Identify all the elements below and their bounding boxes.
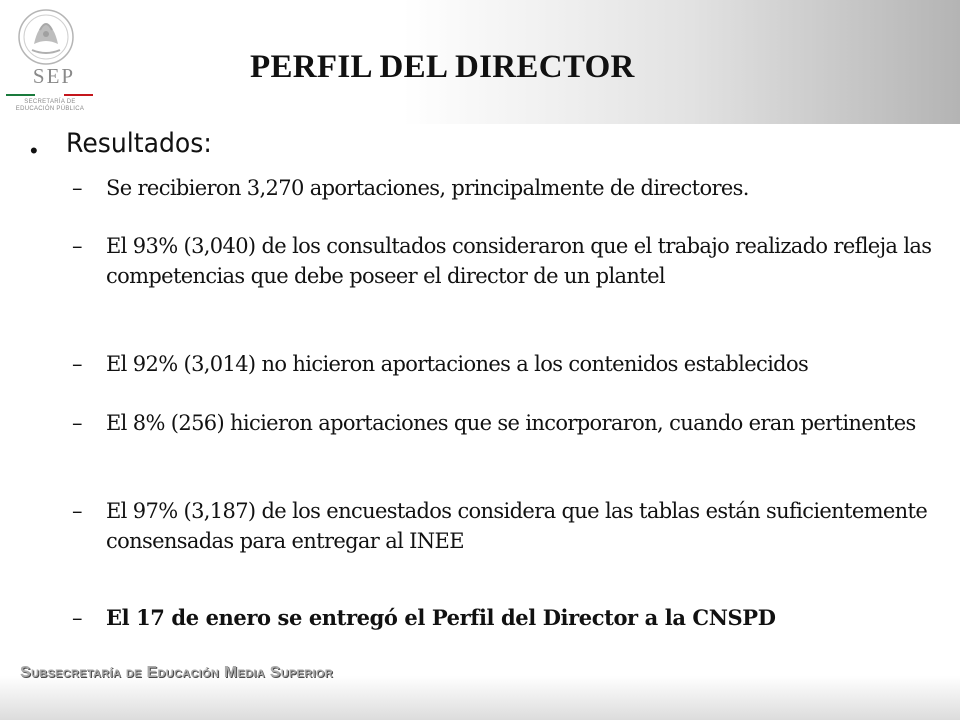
- sep-subtitle-line1: SECRETARÍA DE: [24, 99, 76, 105]
- list-item-text: Se recibieron 3,270 aportaciones, principalmente de directores.: [106, 176, 749, 200]
- list-item-text: El 8% (256) hicieron aportaciones que se incorporaron, cuando eran pertinentes: [106, 411, 916, 435]
- sep-logo-name: SEP: [32, 64, 76, 88]
- footer-title: Subsecretaría de Educación Media Superior: [20, 664, 333, 681]
- dash-icon: –: [72, 234, 83, 258]
- dash-icon: –: [72, 176, 83, 200]
- sep-logo-subtitle: [12, 99, 88, 113]
- sep-subtitle-line2: EDUCACIÓN PÚBLICA: [15, 106, 85, 112]
- stripe-white: [35, 94, 64, 96]
- list-item-text: El 92% (3,014) no hicieron aportaciones a los contenidos establecidos: [106, 352, 809, 376]
- dash-icon: –: [72, 499, 83, 523]
- mexican-eagle-seal-icon: [16, 8, 76, 66]
- page-title: PERFIL DEL DIRECTOR: [250, 49, 635, 85]
- sep-tricolor-rule: [6, 94, 94, 96]
- stripe-red: [64, 94, 93, 96]
- dash-icon: –: [72, 606, 83, 630]
- bullet-dot-icon: •: [30, 138, 38, 163]
- list-item-text: El 93% (3,040) de los consultados consideraron que el trabajo realizado refleja las competencias que debe poseer el director de un plantel: [106, 234, 932, 288]
- stripe-green: [6, 94, 35, 96]
- results-heading: Resultados:: [66, 128, 212, 159]
- sep-logo: [0, 0, 110, 124]
- list-item-text: El 97% (3,187) de los encuestados considera que las tablas están suficientemente consensadas para entregar al INEE: [106, 499, 928, 553]
- list-item-text: El 17 de enero se entregó el Perfil del Director a la CNSPD: [106, 605, 776, 630]
- dash-icon: –: [72, 411, 83, 435]
- dash-icon: –: [72, 352, 83, 376]
- footer-band: [0, 676, 960, 720]
